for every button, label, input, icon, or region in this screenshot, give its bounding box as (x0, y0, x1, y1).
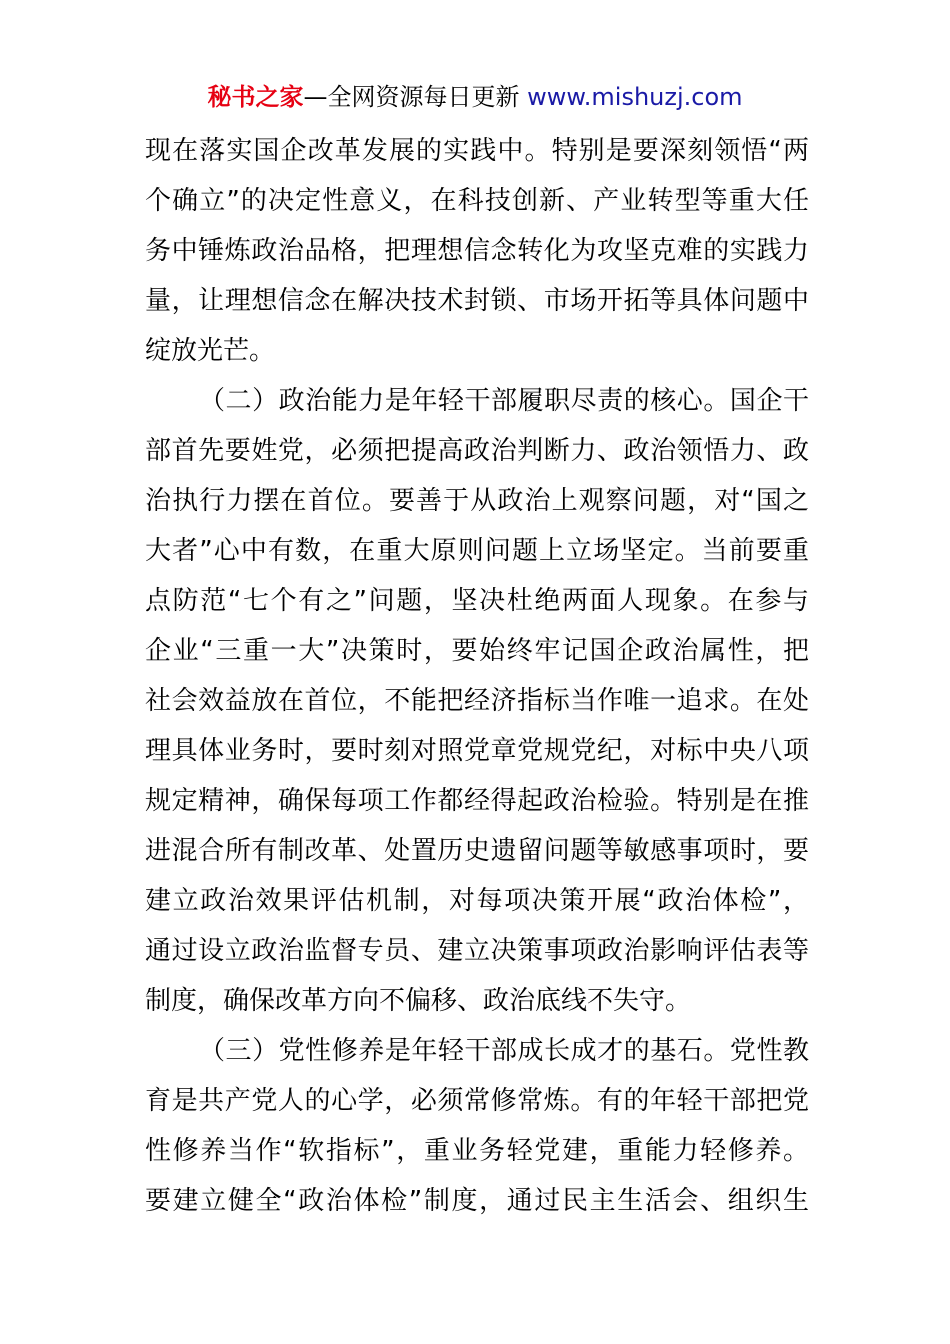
text-line: 育是共产党人的心学，必须常修常炼。有的年轻干部把党 (145, 1086, 809, 1116)
site-tagline: —全网资源每日更新 (303, 83, 520, 111)
text-line: 量，让理想信念在解决技术封锁、市场开拓等具体问题中 (145, 286, 809, 316)
text-line: 务中锤炼政治品格，把理想信念转化为攻坚克难的实践力 (145, 236, 809, 266)
site-url: www.mishuzj.com (519, 83, 743, 111)
text-line: 个确立”的决定性意义，在科技创新、产业转型等重大任 (145, 186, 809, 216)
text-line: 建立政治效果评估机制，对每项决策开展“政治体检”， (145, 886, 809, 916)
text-line: 进混合所有制改革、处置历史遗留问题等敏感事项时，要 (145, 836, 809, 866)
text-line: 社会效益放在首位，不能把经济指标当作唯一追求。在处 (145, 686, 809, 716)
section-heading-line: （三）党性修养是年轻干部成长成才的基石。党性教 (199, 1036, 809, 1066)
text-line: 规定精神，确保每项工作都经得起政治检验。特别是在推 (145, 786, 809, 816)
text-line: 制度，确保改革方向不偏移、政治底线不失守。 (145, 986, 692, 1016)
text-line: 治执行力摆在首位。要善于从政治上观察问题，对“国之 (145, 486, 809, 516)
text-line: 绽放光芒。 (145, 336, 276, 366)
section-heading-line: （二）政治能力是年轻干部履职尽责的核心。国企干 (199, 386, 809, 416)
text-line: 部首先要姓党，必须把提高政治判断力、政治领悟力、政 (145, 436, 809, 466)
text-line: 点防范“七个有之”问题，坚决杜绝两面人现象。在参与 (145, 586, 809, 616)
text-line: 要建立健全“政治体检”制度，通过民主生活会、组织生 (145, 1186, 809, 1216)
text-line: 理具体业务时，要时刻对照党章党规党纪，对标中央八项 (145, 736, 809, 766)
text-line: 企业“三重一大”决策时，要始终牢记国企政治属性，把 (145, 636, 809, 666)
text-line: 现在落实国企改革发展的实践中。特别是要深刻领悟“两 (145, 136, 809, 166)
site-brand: 秘书之家 (207, 83, 304, 111)
text-line: 大者”心中有数，在重大原则问题上立场坚定。当前要重 (145, 536, 809, 566)
document-body (145, 126, 809, 1226)
text-line: 性修养当作“软指标”，重业务轻党建，重能力轻修养。 (145, 1136, 809, 1166)
text-line: 通过设立政治监督专员、建立决策事项政治影响评估表等 (145, 936, 809, 966)
page-header (0, 80, 950, 114)
